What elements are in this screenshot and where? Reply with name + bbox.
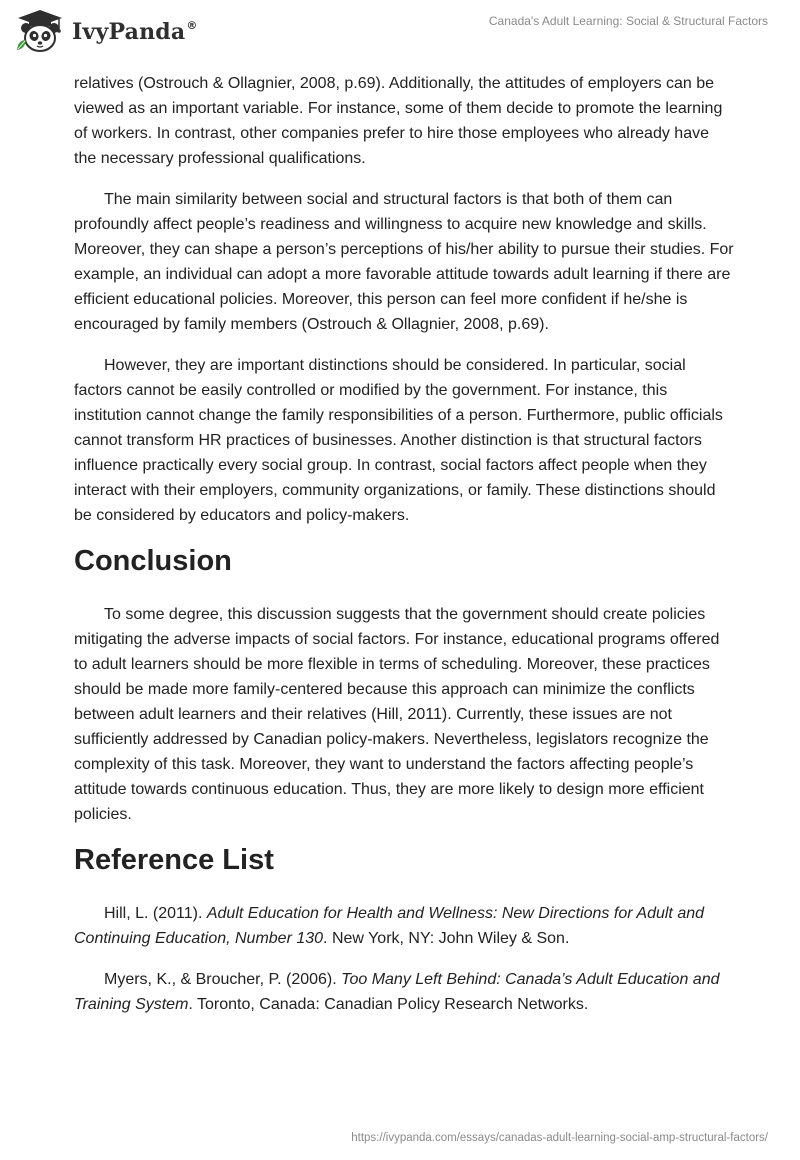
running-title: Canada's Adult Learning: Social & Structural Factors (488, 14, 768, 28)
paragraph-distinctions: However, they are important distinctions should be considered. In particular, social factors cannot be easily controlled or modified by the government. For instance, this institution cannot change the family responsibilities of a person. Furthermore, public officials cannot transform HR practices of businesses. Another distinction is that structural factors influence practically every social group. In contrast, social factors affect people when they interact with their employers, community organizations, or family. These distinctions should be considered by educators and policy-makers. (74, 357, 723, 524)
essay-content (74, 71, 734, 1033)
reference-publisher: . New York, NY: John Wiley & Son. (323, 930, 570, 947)
reference-publisher: . Toronto, Canada: Canadian Policy Research Networks. (188, 996, 589, 1013)
reference-title: Adult Education for Health and Wellness: New Directions for Adult and Continuing Education, Number 130 (74, 905, 705, 947)
paragraph-similarity: The main similarity between social and structural factors is that both of them can profoundly affect people’s readiness and willingness to acquire new knowledge and skills. Moreover, they can shape a person’s perceptions of his/her ability to pursue their studies. For example, an individual can adopt a more favorable attitude towards adult learning if there are efficient educational policies. Moreover, this person can feel more confident if he/she is encouraged by family members (Ostrouch & Ollagnier, 2008, p.69). (74, 191, 734, 333)
ivypanda-logo[interactable] (14, 8, 198, 54)
conclusion-paragraph: To some degree, this discussion suggests that the government should create policies mitigating the adverse impacts of social factors. For instance, educational programs offered to adult learners should be more flexible in terms of scheduling. Moreover, these practices should be made more family-centered because this approach can minimize the conflicts between adult learners and their relatives (Hill, 2011). Currently, these issues are not sufficiently addressed by Canadian policy-makers. Nevertheless, legislators recognize the complexity of this task. Moreover, they want to understand the factors affecting people’s attitude towards continuous education. Thus, they are more likely to design more efficient policies. (74, 606, 720, 823)
reference-item (74, 901, 734, 951)
page-header (0, 0, 800, 60)
reference-item (74, 967, 734, 1017)
reference-authors: Hill, L. (2011). (104, 905, 207, 922)
panda-graduate-icon (14, 8, 66, 54)
paragraph-continuation: relatives (Ostrouch & Ollagnier, 2008, p.69). Additionally, the attitudes of employers can be viewed as an important variable. For instance, some of them decide to promote the learning of workers. In contrast, other companies prefer to hire those employees who already have the necessary professional qualifications. (74, 75, 723, 167)
reference-title: Too Many Left Behind: Canada’s Adult Education and Training System (74, 971, 720, 1013)
source-url[interactable]: https://ivypanda.com/essays/canadas-adult-learning-social-amp-structural-factors/ (351, 1132, 768, 1144)
reference-authors: Myers, K., & Broucher, P. (2006). (104, 971, 342, 988)
conclusion-heading: Conclusion (74, 545, 232, 577)
reference-list-heading: Reference List (74, 844, 274, 876)
brand-name: IvyPanda® (72, 19, 198, 45)
